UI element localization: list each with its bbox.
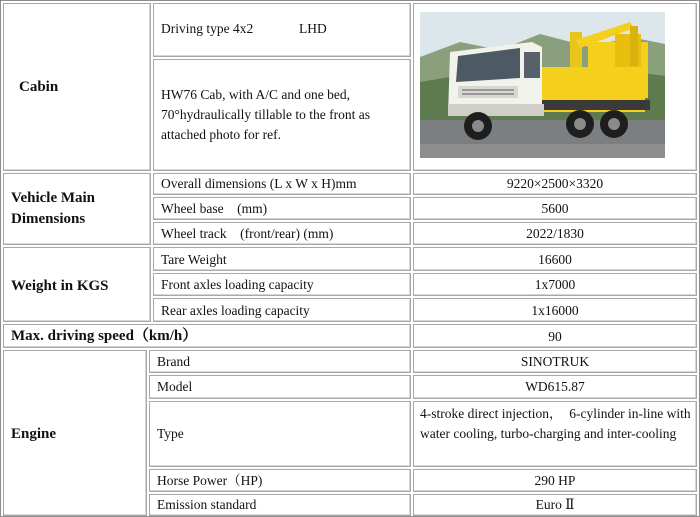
dimension-value: 2022/1830 [526, 226, 584, 241]
engine-label: Engine [11, 426, 57, 442]
truck-photo [420, 12, 665, 158]
weight-value-cell [413, 298, 697, 322]
engine-emission-value: Euro Ⅱ [535, 497, 575, 512]
engine-emission-cell [149, 494, 411, 516]
engine-model-value: WD615.87 [525, 379, 585, 394]
cabin-label-cell [3, 3, 151, 171]
speed-value-cell [413, 324, 697, 348]
engine-type-name: Type [157, 426, 184, 441]
speed-label-cell [3, 324, 411, 348]
engine-brand-value-cell [413, 350, 697, 373]
engine-type-value: 4-stroke direct injection， 6-cylinder in-line with water cooling, turbo-charging and inter-cooling [420, 406, 691, 441]
weight-row [153, 298, 411, 322]
driving-type-cell [153, 3, 411, 57]
weight-value: 1x7000 [534, 277, 576, 292]
dimension-value-cell [413, 222, 697, 245]
engine-brand-value: SINOTRUK [520, 354, 590, 369]
weight-row [153, 247, 411, 271]
cabin-description: HW76 Cab, with A/C and one bed, 70°hydraulically tillable to the front as attached photo for ref. [161, 87, 370, 142]
weight-value-cell [413, 273, 697, 296]
engine-model-name: Model [157, 379, 193, 394]
engine-model-value-cell [413, 375, 697, 399]
drive-side: LHD [299, 21, 327, 36]
weight-label: Weight in KGS [11, 278, 109, 294]
dimension-row [153, 222, 411, 245]
dimension-name: Overall dimensions (L x W x H)mm [161, 176, 357, 191]
dimension-name: Wheel base (mm) [161, 201, 268, 216]
dimension-row [153, 197, 411, 220]
driving-type-label: Driving type 4x2 [161, 21, 254, 36]
engine-hp-value: 290 HP [534, 473, 576, 488]
weight-name: Tare Weight [161, 252, 227, 267]
weight-name: Rear axles loading capacity [161, 303, 310, 318]
dimension-name: Wheel track (front/rear) (mm) [161, 226, 334, 241]
dimension-row [153, 173, 411, 195]
weight-name: Front axles loading capacity [161, 277, 314, 292]
cabin-label: Cabin [19, 79, 59, 95]
engine-emission-name: Emission standard [157, 497, 257, 512]
speed-label: Max. driving speed（km/h） [11, 328, 198, 344]
engine-hp-value-cell [413, 469, 697, 492]
dimensions-label: Vehicle Main Dimensions [11, 190, 96, 227]
weight-value: 1x16000 [531, 303, 579, 318]
truck-image [420, 12, 665, 158]
engine-type-value-cell [413, 401, 697, 467]
dimensions-label-cell [3, 173, 151, 245]
engine-label-cell [3, 350, 147, 516]
dimension-value: 5600 [541, 201, 569, 216]
dimension-value-cell [413, 173, 697, 195]
speed-value: 90 [548, 329, 562, 344]
engine-hp-name: Horse Power（HP) [157, 473, 263, 488]
cabin-description-cell [153, 59, 411, 171]
engine-type-cell [149, 401, 411, 467]
dimension-value-cell [413, 197, 697, 220]
weight-value-cell [413, 247, 697, 271]
dimension-value: 9220×2500×3320 [506, 176, 604, 191]
engine-hp-cell [149, 469, 411, 492]
engine-brand-name: Brand [157, 354, 190, 369]
engine-brand-cell [149, 350, 411, 373]
weight-value: 16600 [538, 252, 572, 267]
engine-model-cell [149, 375, 411, 399]
weight-row [153, 273, 411, 296]
weight-label-cell [3, 247, 151, 322]
engine-emission-value-cell [413, 494, 697, 516]
